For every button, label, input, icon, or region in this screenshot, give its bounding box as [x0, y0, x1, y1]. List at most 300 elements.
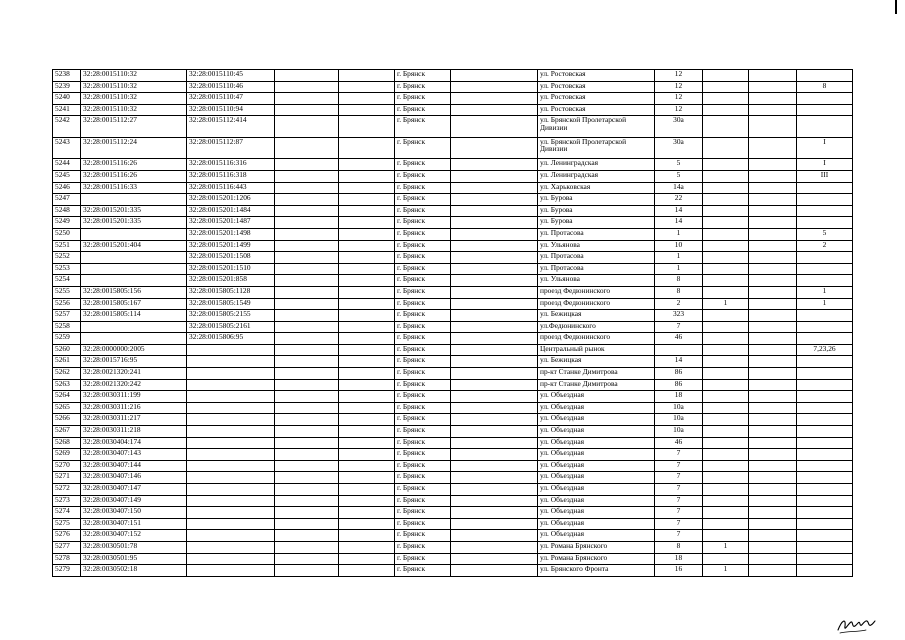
cell-house: 14 [655, 205, 703, 217]
cell-cadastral-land: 32:28:0030407:147 [81, 484, 187, 496]
cell-street: ул. Бурова [538, 194, 655, 206]
page-edge-mark [895, 0, 897, 14]
cell-c4 [275, 70, 339, 82]
cell-c7 [451, 116, 538, 138]
cell-c5 [339, 426, 395, 438]
cell-cadastral-land [81, 333, 187, 345]
cell-cadastral-land: 32:28:0015201:335 [81, 205, 187, 217]
cell-build [703, 240, 749, 252]
cell-c11 [749, 194, 797, 206]
cell-cadastral-building: 32:28:0015201:858 [187, 275, 275, 287]
cell-build [703, 391, 749, 403]
cell-cadastral-land: 32:28:0015805:167 [81, 298, 187, 310]
cell-c5 [339, 205, 395, 217]
cell-num: 5274 [53, 507, 81, 519]
cell-c4 [275, 286, 339, 298]
cell-cadastral-building: 32:28:0015201:1499 [187, 240, 275, 252]
cell-c7 [451, 530, 538, 542]
cell-cadastral-building [187, 426, 275, 438]
cell-flat: 1 [797, 298, 853, 310]
cell-c7 [451, 321, 538, 333]
cell-cadastral-building: 32:28:0015112:414 [187, 116, 275, 138]
cell-build [703, 310, 749, 322]
cell-cadastral-land: 32:28:0030407:151 [81, 518, 187, 530]
cell-flat [797, 70, 853, 82]
cell-num: 5263 [53, 379, 81, 391]
cell-city: г. Брянск [395, 553, 451, 565]
cell-c11 [749, 356, 797, 368]
table-row [53, 437, 853, 449]
cell-c11 [749, 426, 797, 438]
cell-city: г. Брянск [395, 449, 451, 461]
cell-cadastral-land: 32:28:0015116:26 [81, 170, 187, 182]
cell-c11 [749, 391, 797, 403]
cell-flat: III [797, 170, 853, 182]
cell-num: 5238 [53, 70, 81, 82]
cell-build [703, 217, 749, 229]
cell-num: 5244 [53, 159, 81, 171]
cell-flat [797, 402, 853, 414]
cell-c7 [451, 472, 538, 484]
cell-street: ул. Брянского Фронта [538, 565, 655, 577]
cell-cadastral-land: 32:28:0030407:149 [81, 495, 187, 507]
cell-house: 7 [655, 321, 703, 333]
cell-flat [797, 484, 853, 496]
cell-house: 1 [655, 252, 703, 264]
cell-cadastral-building: 32:28:0015806:95 [187, 333, 275, 345]
cell-build [703, 356, 749, 368]
cell-num: 5252 [53, 252, 81, 264]
cell-c11 [749, 70, 797, 82]
cell-city: г. Брянск [395, 298, 451, 310]
cell-num: 5277 [53, 541, 81, 553]
cell-build [703, 344, 749, 356]
cell-street: ул. Бурова [538, 205, 655, 217]
cell-house: 10а [655, 414, 703, 426]
cell-city: г. Брянск [395, 159, 451, 171]
cell-c5 [339, 228, 395, 240]
cell-c5 [339, 460, 395, 472]
cell-flat: 8 [797, 81, 853, 93]
cell-c7 [451, 93, 538, 105]
cell-flat: 2 [797, 240, 853, 252]
cell-cadastral-building [187, 356, 275, 368]
table-row [53, 70, 853, 82]
cell-street: ул. Объездная [538, 530, 655, 542]
cell-house: 14а [655, 182, 703, 194]
cell-c7 [451, 333, 538, 345]
cell-house: 12 [655, 104, 703, 116]
cell-flat: 7,23,26 [797, 344, 853, 356]
cell-num: 5255 [53, 286, 81, 298]
cell-city: г. Брянск [395, 379, 451, 391]
cell-build [703, 402, 749, 414]
cell-build [703, 70, 749, 82]
cell-cadastral-building [187, 530, 275, 542]
table-row [53, 344, 853, 356]
cell-c11 [749, 541, 797, 553]
cell-flat [797, 460, 853, 472]
cell-c4 [275, 541, 339, 553]
cell-cadastral-building [187, 484, 275, 496]
cell-c4 [275, 205, 339, 217]
cell-num: 5248 [53, 205, 81, 217]
table-row [53, 275, 853, 287]
cell-build [703, 507, 749, 519]
cell-cadastral-building [187, 449, 275, 461]
cell-c11 [749, 321, 797, 333]
cell-cadastral-land: 32:28:0015116:33 [81, 182, 187, 194]
cell-num: 5242 [53, 116, 81, 138]
cell-c5 [339, 310, 395, 322]
cell-c11 [749, 553, 797, 565]
cell-flat [797, 518, 853, 530]
cell-c7 [451, 518, 538, 530]
cell-house: 5 [655, 170, 703, 182]
cell-c5 [339, 263, 395, 275]
cell-cadastral-land: 32:28:0030407:152 [81, 530, 187, 542]
cell-street: ул. Объездная [538, 426, 655, 438]
cell-c7 [451, 70, 538, 82]
cell-c5 [339, 449, 395, 461]
cell-num: 5246 [53, 182, 81, 194]
cell-c7 [451, 286, 538, 298]
cell-cadastral-land: 32:28:0030407:146 [81, 472, 187, 484]
cell-street: проезд Федюнинского [538, 286, 655, 298]
cell-house: 1 [655, 228, 703, 240]
cell-house: 12 [655, 93, 703, 105]
cell-build [703, 518, 749, 530]
cell-c11 [749, 368, 797, 380]
cell-street: ул. Объездная [538, 437, 655, 449]
cell-flat: 5 [797, 228, 853, 240]
table-row [53, 310, 853, 322]
cell-c5 [339, 541, 395, 553]
cell-city: г. Брянск [395, 356, 451, 368]
cell-street: ул. Бежицкая [538, 356, 655, 368]
cell-build [703, 263, 749, 275]
cell-flat: I [797, 137, 853, 159]
cell-c4 [275, 228, 339, 240]
cell-build [703, 414, 749, 426]
cell-c5 [339, 565, 395, 577]
cell-c5 [339, 217, 395, 229]
cell-cadastral-building [187, 507, 275, 519]
cell-flat [797, 437, 853, 449]
cell-street: ул. Объездная [538, 414, 655, 426]
cell-c7 [451, 159, 538, 171]
cell-cadastral-building: 32:28:0015110:45 [187, 70, 275, 82]
cell-c4 [275, 263, 339, 275]
table-row [53, 205, 853, 217]
cell-build [703, 460, 749, 472]
cell-house: 8 [655, 286, 703, 298]
cell-num: 5258 [53, 321, 81, 333]
cell-city: г. Брянск [395, 333, 451, 345]
cell-c11 [749, 379, 797, 391]
cell-c4 [275, 507, 339, 519]
cell-c4 [275, 495, 339, 507]
table-row [53, 426, 853, 438]
cell-c7 [451, 344, 538, 356]
cell-build [703, 321, 749, 333]
cell-c4 [275, 472, 339, 484]
table-row [53, 194, 853, 206]
cell-house: 46 [655, 437, 703, 449]
cell-c11 [749, 205, 797, 217]
cell-c11 [749, 495, 797, 507]
cell-flat [797, 182, 853, 194]
cell-build [703, 104, 749, 116]
cell-house: 12 [655, 70, 703, 82]
cell-c11 [749, 530, 797, 542]
table-row [53, 379, 853, 391]
cell-city: г. Брянск [395, 437, 451, 449]
cell-c4 [275, 553, 339, 565]
cell-flat [797, 414, 853, 426]
table-row [53, 484, 853, 496]
cell-c5 [339, 379, 395, 391]
cell-house: 16 [655, 565, 703, 577]
cell-build [703, 286, 749, 298]
cell-num: 5265 [53, 402, 81, 414]
cell-build [703, 449, 749, 461]
cell-build [703, 93, 749, 105]
cell-c7 [451, 449, 538, 461]
cell-house: 7 [655, 495, 703, 507]
handwritten-signature [836, 612, 876, 636]
cell-c4 [275, 518, 339, 530]
cell-c11 [749, 81, 797, 93]
cell-c4 [275, 368, 339, 380]
cell-city: г. Брянск [395, 414, 451, 426]
cell-build [703, 137, 749, 159]
cell-c11 [749, 228, 797, 240]
cell-c5 [339, 333, 395, 345]
cell-cadastral-land [81, 275, 187, 287]
cell-house: 10а [655, 426, 703, 438]
cell-c11 [749, 518, 797, 530]
cell-c7 [451, 81, 538, 93]
cell-street: ул. Объездная [538, 518, 655, 530]
cell-c4 [275, 170, 339, 182]
cell-flat [797, 507, 853, 519]
cell-c11 [749, 275, 797, 287]
cell-num: 5264 [53, 391, 81, 403]
cell-build [703, 205, 749, 217]
cell-num: 5273 [53, 495, 81, 507]
cell-city: г. Брянск [395, 275, 451, 287]
cell-city: г. Брянск [395, 286, 451, 298]
cell-city: г. Брянск [395, 240, 451, 252]
cell-city: г. Брянск [395, 507, 451, 519]
cell-flat [797, 93, 853, 105]
cell-c5 [339, 170, 395, 182]
cell-num: 5275 [53, 518, 81, 530]
cell-cadastral-land: 32:28:0015110:32 [81, 93, 187, 105]
cell-street: пр-кт Станке Димитрова [538, 368, 655, 380]
cell-street: ул. Протасова [538, 252, 655, 264]
cell-house: 323 [655, 310, 703, 322]
cell-c7 [451, 194, 538, 206]
cell-c11 [749, 310, 797, 322]
cell-num: 5278 [53, 553, 81, 565]
cell-flat [797, 379, 853, 391]
cell-c7 [451, 437, 538, 449]
cell-c7 [451, 368, 538, 380]
cell-c11 [749, 333, 797, 345]
cell-c4 [275, 565, 339, 577]
cell-flat [797, 356, 853, 368]
cell-c11 [749, 484, 797, 496]
cell-house: 10а [655, 402, 703, 414]
table-row [53, 137, 853, 159]
cell-c4 [275, 298, 339, 310]
cell-house: 7 [655, 449, 703, 461]
cell-c11 [749, 252, 797, 264]
cell-cadastral-land: 32:28:0030407:144 [81, 460, 187, 472]
cell-cadastral-building [187, 368, 275, 380]
cell-num: 5270 [53, 460, 81, 472]
cell-house: 8 [655, 275, 703, 287]
cell-c5 [339, 252, 395, 264]
cell-city: г. Брянск [395, 70, 451, 82]
cell-city: г. Брянск [395, 321, 451, 333]
cell-num: 5249 [53, 217, 81, 229]
cell-c7 [451, 240, 538, 252]
cell-cadastral-land: 32:28:0015110:32 [81, 104, 187, 116]
cell-street: ул. Бежицкая [538, 310, 655, 322]
cell-street: проезд Федюнинского [538, 333, 655, 345]
cell-street: ул. Объездная [538, 402, 655, 414]
table-row [53, 449, 853, 461]
cell-cadastral-land: 32:28:0015201:335 [81, 217, 187, 229]
cell-c4 [275, 484, 339, 496]
cell-house: 14 [655, 217, 703, 229]
cell-city: г. Брянск [395, 484, 451, 496]
cell-cadastral-building [187, 402, 275, 414]
cell-street: ул. Ульянова [538, 275, 655, 287]
table-row [53, 104, 853, 116]
cell-house: 5 [655, 159, 703, 171]
cell-city: г. Брянск [395, 344, 451, 356]
cell-street: ул. Харьковская [538, 182, 655, 194]
cell-c7 [451, 170, 538, 182]
cell-city: г. Брянск [395, 228, 451, 240]
cell-cadastral-building: 32:28:0015201:1484 [187, 205, 275, 217]
cell-c11 [749, 507, 797, 519]
cell-house: 30а [655, 116, 703, 138]
cell-c7 [451, 356, 538, 368]
cell-build [703, 275, 749, 287]
cell-street: Центральный рынок [538, 344, 655, 356]
cell-cadastral-land: 32:28:0030501:95 [81, 553, 187, 565]
table-row [53, 495, 853, 507]
cell-c5 [339, 194, 395, 206]
cell-city: г. Брянск [395, 541, 451, 553]
cell-flat [797, 275, 853, 287]
cell-street: ул.Федюнинского [538, 321, 655, 333]
cell-cadastral-building: 32:28:0015805:2155 [187, 310, 275, 322]
cell-c5 [339, 530, 395, 542]
cell-cadastral-building [187, 379, 275, 391]
cell-house: 30а [655, 137, 703, 159]
cell-c7 [451, 495, 538, 507]
cell-city: г. Брянск [395, 391, 451, 403]
cell-cadastral-building: 32:28:0015805:1128 [187, 286, 275, 298]
cell-c5 [339, 437, 395, 449]
cell-c11 [749, 286, 797, 298]
cell-cadastral-building: 32:28:0015116:443 [187, 182, 275, 194]
cell-street: ул. Ростовская [538, 70, 655, 82]
table-row [53, 182, 853, 194]
cell-house: 18 [655, 391, 703, 403]
cell-build [703, 426, 749, 438]
cell-cadastral-land: 32:28:0015116:26 [81, 159, 187, 171]
cell-cadastral-land: 32:28:0015716:95 [81, 356, 187, 368]
cell-num: 5272 [53, 484, 81, 496]
cell-house: 10 [655, 240, 703, 252]
cell-cadastral-building: 32:28:0015201:1498 [187, 228, 275, 240]
cell-city: г. Брянск [395, 137, 451, 159]
cell-c7 [451, 137, 538, 159]
cell-cadastral-land: 32:28:0030311:216 [81, 402, 187, 414]
cell-street: ул. Ростовская [538, 104, 655, 116]
table-row [53, 321, 853, 333]
cell-cadastral-land [81, 263, 187, 275]
cell-num: 5239 [53, 81, 81, 93]
cell-build: 1 [703, 541, 749, 553]
table-row [53, 240, 853, 252]
cell-flat [797, 472, 853, 484]
cell-c4 [275, 104, 339, 116]
table-row [53, 116, 853, 138]
cell-c5 [339, 240, 395, 252]
cell-c7 [451, 182, 538, 194]
cell-c11 [749, 104, 797, 116]
cell-house: 2 [655, 298, 703, 310]
cell-c11 [749, 240, 797, 252]
cell-c5 [339, 321, 395, 333]
cell-build [703, 228, 749, 240]
cell-build [703, 530, 749, 542]
cell-cadastral-building: 32:28:0015201:1510 [187, 263, 275, 275]
cell-cadastral-land [81, 194, 187, 206]
cell-flat [797, 333, 853, 345]
cell-build [703, 182, 749, 194]
cell-num: 5260 [53, 344, 81, 356]
cell-c4 [275, 391, 339, 403]
cell-c4 [275, 426, 339, 438]
cell-num: 5254 [53, 275, 81, 287]
cell-num: 5251 [53, 240, 81, 252]
cell-cadastral-land [81, 321, 187, 333]
cell-cadastral-building: 32:28:0015201:1508 [187, 252, 275, 264]
cell-street: ул. Объездная [538, 460, 655, 472]
cell-c4 [275, 137, 339, 159]
cell-c4 [275, 275, 339, 287]
cell-num: 5268 [53, 437, 81, 449]
cell-street: ул. Объездная [538, 495, 655, 507]
cell-cadastral-building: 32:28:0015110:46 [187, 81, 275, 93]
cell-city: г. Брянск [395, 310, 451, 322]
cell-cadastral-land: 32:28:0015110:32 [81, 70, 187, 82]
cell-flat [797, 495, 853, 507]
cell-house: 86 [655, 368, 703, 380]
cell-c11 [749, 344, 797, 356]
cell-house: 18 [655, 553, 703, 565]
cell-cadastral-building: 32:28:0015201:1487 [187, 217, 275, 229]
